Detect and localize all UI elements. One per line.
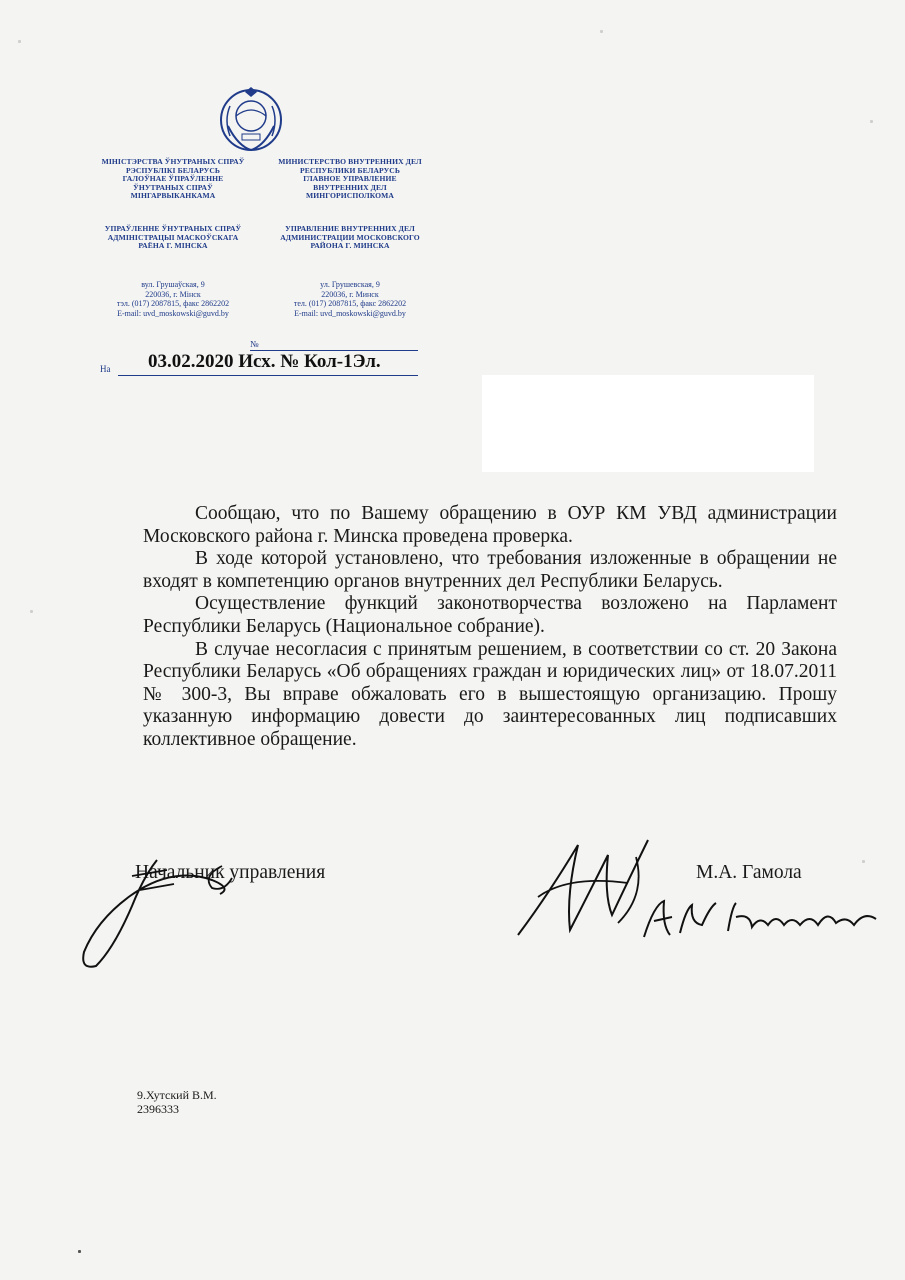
header-line: РЕСПУБЛИКИ БЕЛАРУСЬ — [300, 165, 400, 175]
header-right-ministry — [265, 158, 435, 201]
header-line: МІНІСТЭРСТВА ЎНУТРАНЫХ СПРАЎ — [101, 157, 245, 166]
header-line: УПРАВЛЕНИЕ ВНУТРЕННИХ ДЕЛ — [285, 224, 415, 233]
address-line: 220036, г. Минск — [321, 289, 379, 299]
header-line: УПРАЎЛЕННЕ ЎНУТРАНЫХ СПРАЎ — [104, 224, 242, 233]
scan-speck — [18, 40, 21, 43]
body-paragraph: В случае несогласия с принятым решением, в соответствии со ст. 20 Закона Республики Беларусь «Об обращениях граждан и юридических лиц» от 18.07.2011 № 300-3, Вы вправе обжаловать его в вышестоящую организацию. Прошу указанную информацию довести до заинтересованных лиц подписавших коллективное обращение. — [143, 638, 837, 750]
executor-name: 9.Хутский В.М. — [137, 1088, 217, 1102]
number-label: № — [250, 339, 259, 349]
executor-block — [137, 1088, 217, 1116]
header-right-department — [265, 225, 435, 251]
header-line: ГЛАВНОЕ УПРАВЛЕНИЕ — [303, 174, 397, 184]
address-line: вул. Грушаўская, 9 — [141, 280, 205, 289]
scan-speck — [600, 30, 603, 33]
body-paragraph: Осуществление функций законотворчества возложено на Парламент Республики Беларусь (Национальное собрание). — [143, 593, 837, 637]
header-line: РЭСПУБЛІКІ БЕЛАРУСЬ — [125, 165, 221, 175]
executor-phone: 2396333 — [137, 1102, 179, 1116]
header-left-address — [88, 280, 258, 318]
header-line: ГАЛОЎНАЕ ЎПРАЎЛЕННЕ — [122, 174, 224, 184]
header-line: РАЁНА Г. МІНСКА — [138, 241, 208, 251]
header-line: МИНГОРИСПОЛКОМА — [305, 191, 395, 201]
registration-block — [100, 339, 420, 377]
header-line: МИНИСТЕРСТВО ВНУТРЕННИХ ДЕЛ — [278, 157, 422, 166]
signer-name: М.А. Гамола — [696, 862, 802, 883]
body-paragraph: Сообщаю, что по Вашему обращению в ОУР КМ УВД администрации Московского района г. Минска проведена проверка. — [143, 503, 837, 547]
address-line: E-mail: uvd_moskowski@guvd.by — [117, 308, 229, 318]
on-label: На — [100, 364, 111, 374]
address-line: ул. Грушевская, 9 — [320, 280, 380, 289]
scan-speck — [78, 1250, 81, 1253]
scan-speck — [30, 610, 33, 613]
state-emblem-icon — [218, 86, 284, 156]
redacted-recipient — [482, 375, 814, 472]
handwritten-name-note — [640, 895, 880, 943]
header-left-ministry — [88, 158, 258, 201]
address-line: тел. (017) 2087815, факс 2862202 — [293, 299, 407, 309]
letter-body — [143, 503, 837, 752]
divider — [118, 375, 418, 376]
handwritten-initials-signature — [62, 848, 252, 973]
scan-speck — [862, 860, 865, 863]
signer-position: Начальник управления — [135, 862, 326, 883]
header-line: ВНУТРЕННИХ ДЕЛ — [313, 182, 387, 192]
outgoing-number: 03.02.2020 Исх. № Кол-1Эл. — [148, 351, 381, 372]
header-right-address — [265, 280, 435, 318]
header-line: АДМИНИСТРАЦИИ МОСКОВСКОГО — [280, 232, 420, 242]
address-line: 220036, г. Мінск — [145, 289, 201, 299]
address-line: E-mail: uvd_moskowski@guvd.by — [294, 308, 406, 318]
header-line: МІНГАРВЫКАНКАМА — [130, 191, 216, 201]
header-line: РАЙОНА Г. МИНСКА — [310, 241, 390, 251]
body-paragraph: В ходе которой установлено, что требования изложенные в обращении не входят в компетенцию органов внутренних дел Республики Беларусь. — [143, 548, 837, 592]
address-line: тэл. (017) 2087815, факс 2862202 — [116, 299, 230, 309]
header-line: АДМІНІСТРАЦЫІ МАСКОЎСКАГА — [107, 232, 239, 242]
header-left-department — [88, 225, 258, 251]
header-line: ЎНУТРАНЫХ СПРАЎ — [133, 182, 213, 192]
scan-speck — [870, 120, 873, 123]
